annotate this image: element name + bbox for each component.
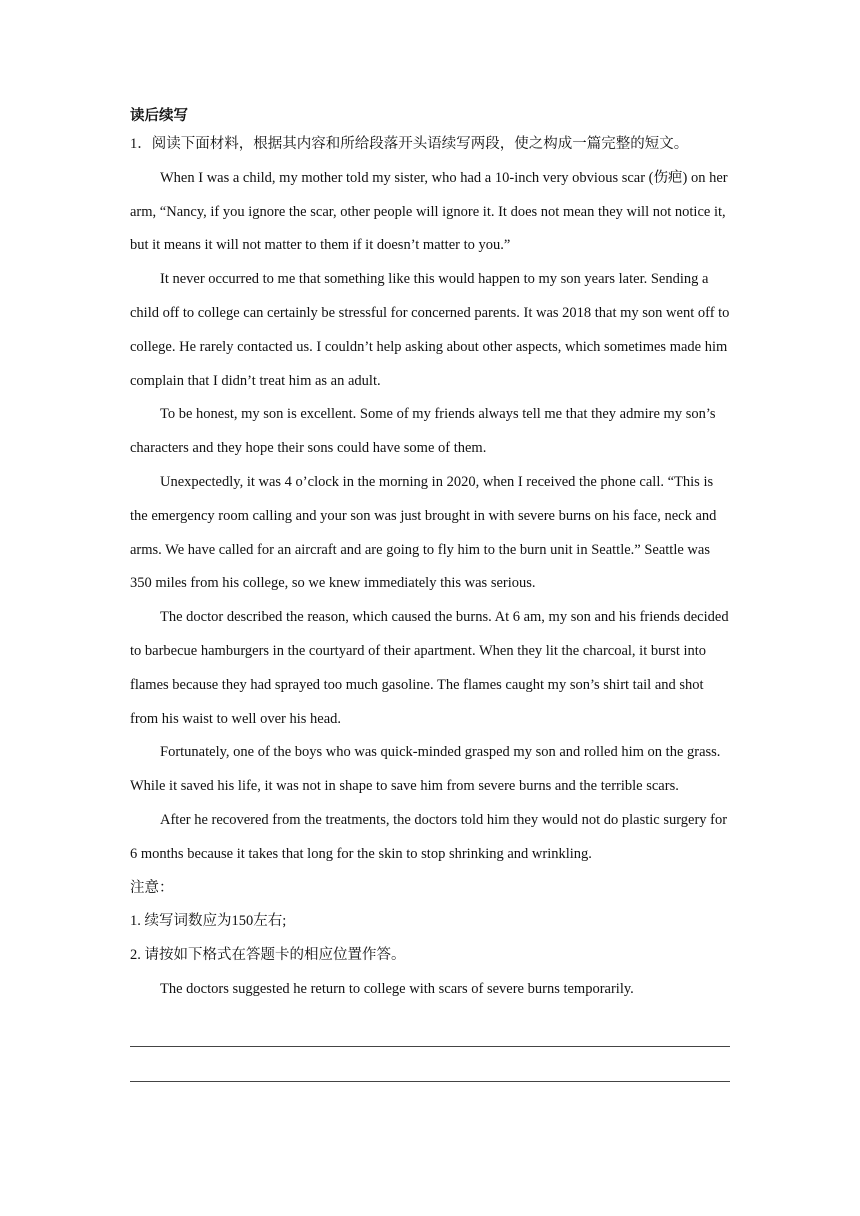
note-answer-format: 2. 请按如下格式在答题卡的相应位置作答。 bbox=[130, 947, 406, 964]
notes-title: 注意： bbox=[130, 879, 174, 896]
story-paragraph-6: Fortunately, one of the boys who was quick-minded grasped my son and rolled him on the grass. While it saved his life, it was not in shape to save him from severe burns and the terrible scars. bbox=[130, 744, 721, 795]
exercise-page bbox=[130, 104, 730, 1082]
answer-line-1[interactable] bbox=[130, 1013, 730, 1048]
story-paragraph-3: To be honest, my son is excellent. Some of my friends always tell me that they admire my son’s characters and they hope their sons could have some of them. bbox=[130, 406, 716, 457]
story-paragraph-2: It never occurred to me that something like this would happen to my son years later. Sending a child off to college can certainly be stressful for concerned parents. It was 2018 that my son went off to college. He rarely contacted us. I couldn’t help asking about other aspects, which sometimes made him complain that I didn’t treat him as an adult. bbox=[130, 271, 730, 389]
section-title: 读后续写 bbox=[130, 108, 188, 124]
task-instruction: 1．阅读下面材料，根据其内容和所给段落开头语续写两段，使之构成一篇完整的短文。 bbox=[130, 136, 689, 152]
story-paragraph-5: The doctor described the reason, which caused the burns. At 6 am, my son and his friends decided to barbecue hamburgers in the courtyard of their apartment. When they lit the charcoal, it burst into flames because they had sprayed too much gasoline. The flames caught my son’s shirt tail and shot from his waist to well over his head. bbox=[130, 609, 729, 727]
answer-line-2[interactable] bbox=[130, 1047, 730, 1082]
story-paragraph-1: When I was a child, my mother told my sister, who had a 10-inch very obvious scar (伤疤) on her arm, “Nancy, if you ignore the scar, other people will ignore it. It does not mean they will not notice it, but it means it will not matter to them if it doesn’t matter to you.” bbox=[130, 169, 728, 254]
note-word-count: 1. 续写词数应为150左右; bbox=[130, 913, 287, 930]
story-paragraph-4: Unexpectedly, it was 4 o’clock in the morning in 2020, when I received the phone call. “This is the emergency room calling and your son was just brought in with severe burns on his face, neck and arms. We have called for an aircraft and are going to fly him to the burn unit in Seattle.” Seattle was 350 miles from his college, so we knew immediately this was serious. bbox=[130, 473, 717, 592]
story-paragraph-7: After he recovered from the treatments, the doctors told him they would not do plastic surgery for 6 months because it takes that long for the skin to stop shrinking and wrinkling. bbox=[130, 811, 728, 862]
continuation-opening: The doctors suggested he return to college with scars of severe burns temporarily. bbox=[160, 980, 634, 997]
